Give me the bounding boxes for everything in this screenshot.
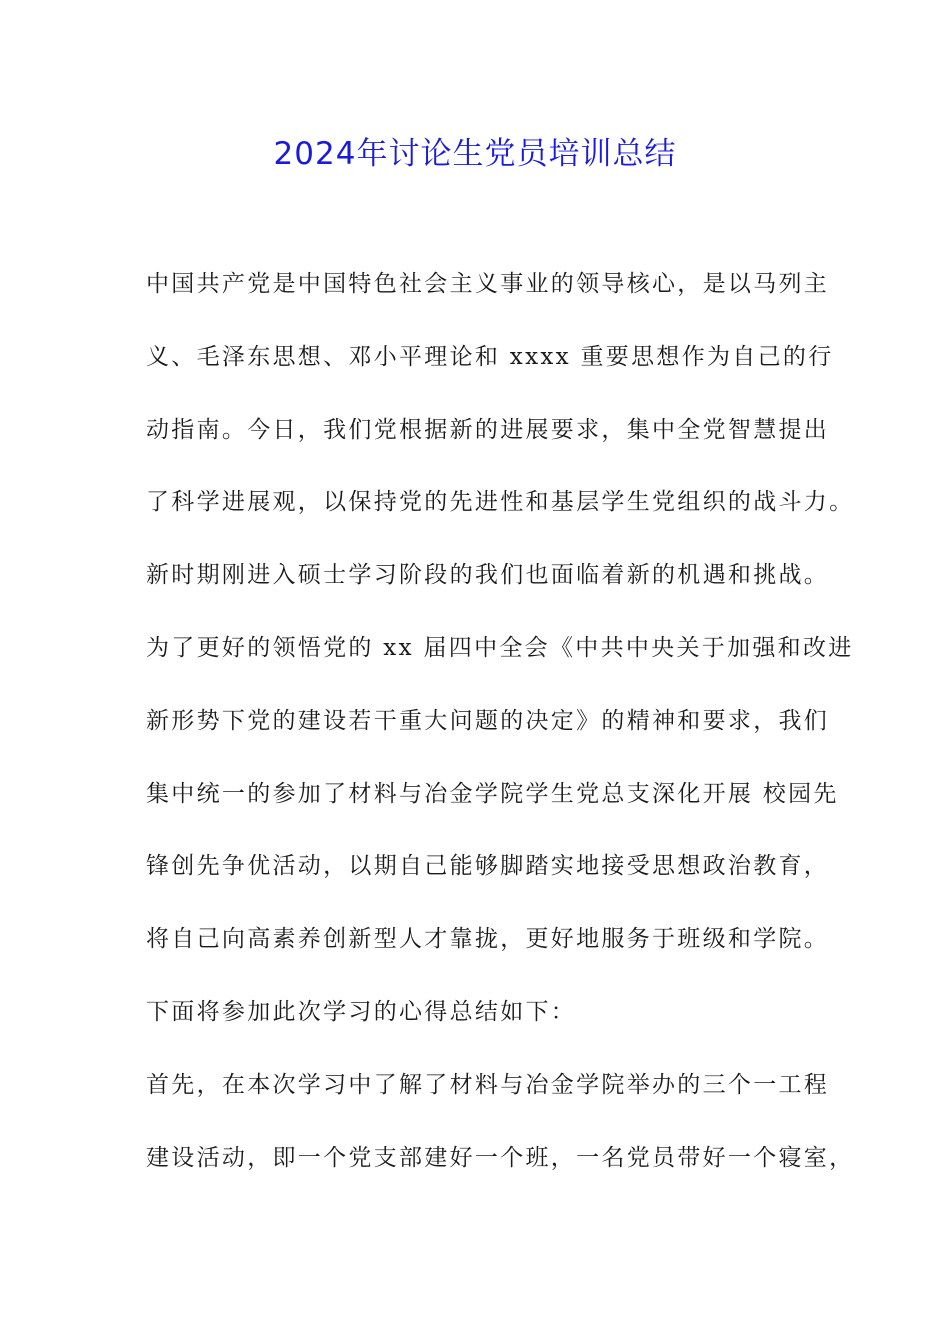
- body-line: 义、毛泽东思想、邓小平理论和 xxxx 重要思想作为自己的行: [146, 343, 834, 370]
- document-title: 2024年讨论生党员培训总结: [273, 136, 677, 172]
- body-line: 动指南。今日，我们党根据新的进展要求，集中全党智慧提出: [146, 416, 830, 443]
- body-line: 将自己向高素养创新型人才靠拢，更好地服务于班级和学院。: [146, 926, 830, 953]
- body-line: 下面将参加此次学习的心得总结如下：: [146, 998, 577, 1025]
- body-line: 建设活动，即一个党支部建好一个班，一名党员带好一个寝室，: [146, 1144, 855, 1171]
- body-line: 了科学进展观，以保持党的先进性和基层学生党组织的战斗力。: [146, 489, 855, 516]
- body-line: 首先，在本次学习中了解了材料与冶金学院举办的三个一工程: [146, 1071, 830, 1098]
- body-line: 集中统一的参加了材料与冶金学院学生党总支深化开展 校园先: [146, 780, 839, 807]
- body-line: 为了更好的领悟党的 xx 届四中全会《中共中央关于加强和改进: [146, 634, 854, 661]
- body-line: 新时期刚进入硕士学习阶段的我们也面临着新的机遇和挑战。: [146, 562, 830, 589]
- body-line: 锋创先争优活动，以期自己能够脚踏实地接受思想政治教育，: [146, 853, 830, 880]
- document-body: [146, 262, 855, 1208]
- body-line: 新形势下党的建设若干重大问题的决定》的精神和要求，我们: [146, 707, 830, 734]
- body-line: 中国共产党是中国特色社会主义事业的领导核心，是以马列主: [146, 271, 830, 297]
